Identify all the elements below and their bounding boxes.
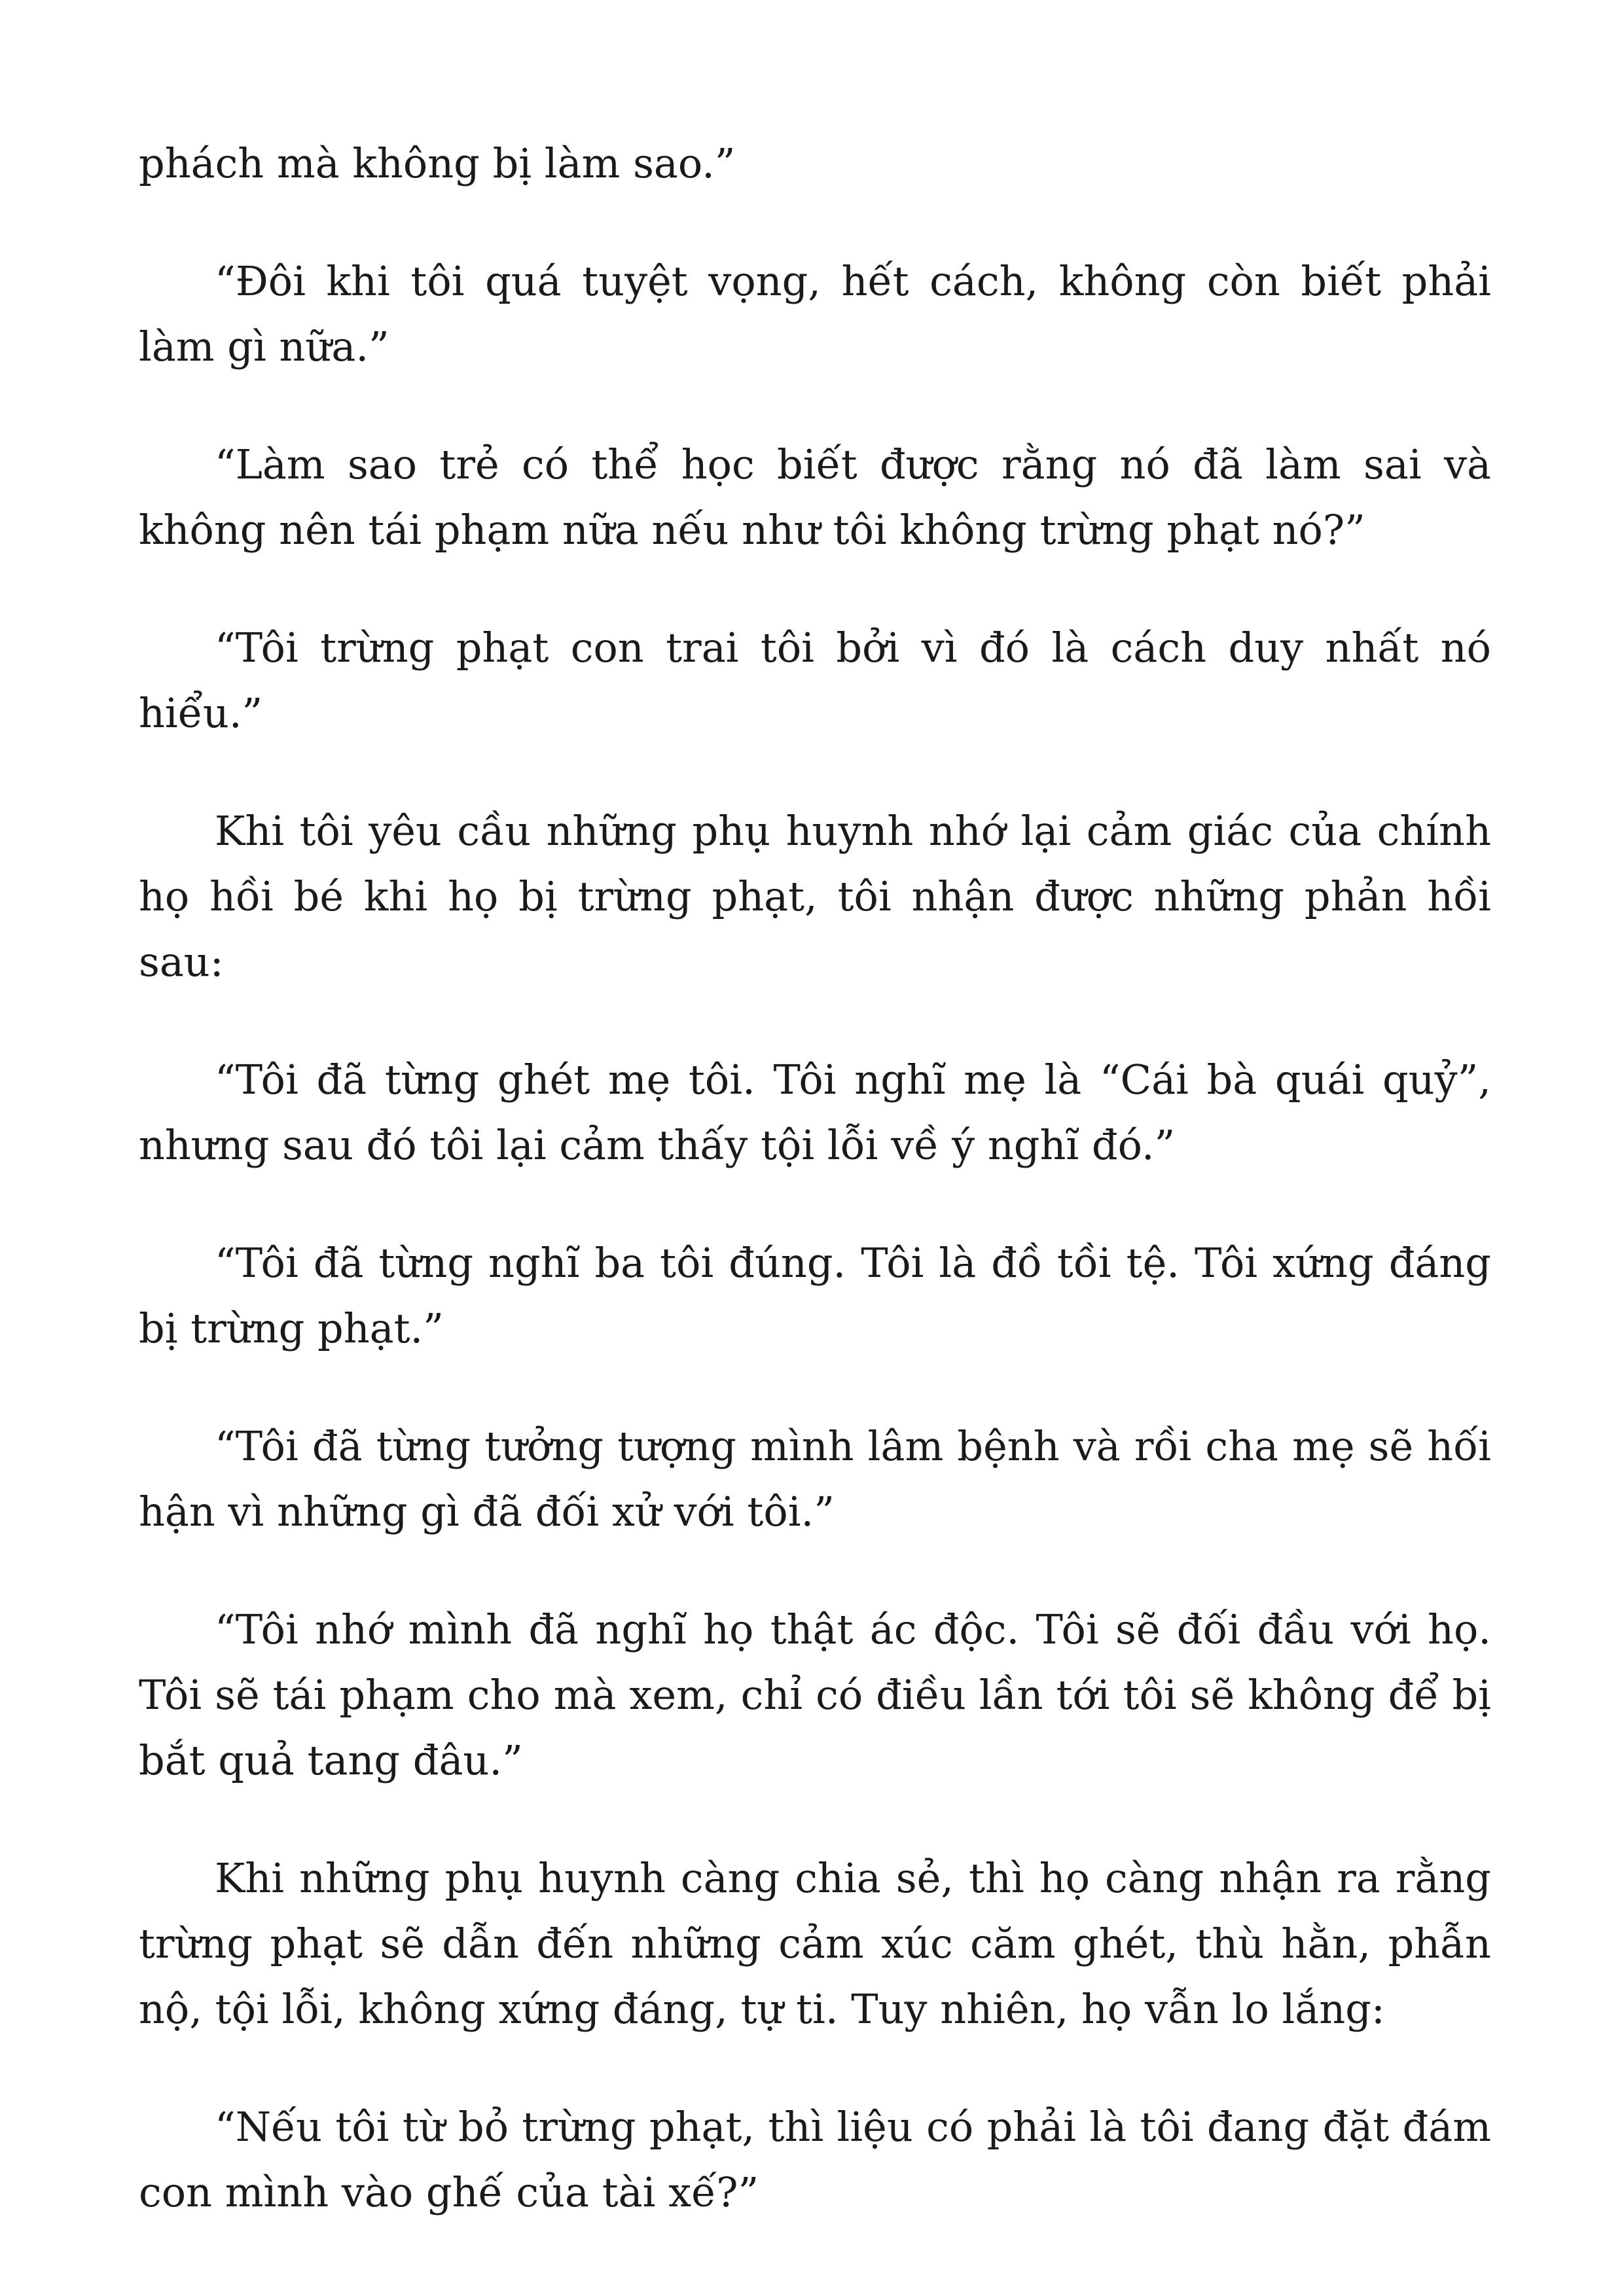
paragraph-quote: “Tôi đã từng nghĩ ba tôi đúng. Tôi là đồ tồi tệ. Tôi xứng đáng bị trừng phạt.” <box>139 1239 1491 1352</box>
paragraph-continuation: phách mà không bị làm sao.” <box>139 139 736 187</box>
paragraph-quote: “Đôi khi tôi quá tuyệt vọng, hết cách, không còn biết phải làm gì nữa.” <box>139 257 1491 370</box>
paragraph-quote: “Tôi đã từng ghét mẹ tôi. Tôi nghĩ mẹ là “Cái bà quái quỷ”, nhưng sau đó tôi lại cảm thấy tội lỗi về ý nghĩ đó.” <box>139 1056 1491 1169</box>
body-text <box>139 131 1491 2278</box>
paragraph-quote: “Làm sao trẻ có thể học biết được rằng nó đã làm sai và không nên tái phạm nữa nếu như tôi không trừng phạt nó?” <box>139 440 1491 554</box>
paragraph-quote: “Tôi nhớ mình đã nghĩ họ thật ác độc. Tôi sẽ đối đầu với họ. Tôi sẽ tái phạm cho mà xem, chỉ có điều lần tới tôi sẽ không để bị bắt quả tang đâu.” <box>139 1605 1491 1784</box>
paragraph-narrative: Khi những phụ huynh càng chia sẻ, thì họ càng nhận ra rằng trừng phạt sẽ dẫn đến những cảm xúc căm ghét, thù hằn, phẫn nộ, tội lỗi, không xứng đáng, tự ti. Tuy nhiên, họ vẫn lo lắng: <box>139 1854 1491 2033</box>
paragraph-quote: “Tôi đã từng tưởng tượng mình lâm bệnh và rồi cha mẹ sẽ hối hận vì những gì đã đối xử với tôi.” <box>139 1422 1491 1535</box>
paragraph-quote: “Tôi trừng phạt con trai tôi bởi vì đó là cách duy nhất nó hiểu.” <box>139 624 1491 737</box>
paragraph-quote: “Nếu tôi từ bỏ trừng phạt, thì liệu có phải là tôi đang đặt đám con mình vào ghế của tài xế?” <box>139 2103 1491 2216</box>
paragraph-narrative: Khi tôi yêu cầu những phụ huynh nhớ lại cảm giác của chính họ hồi bé khi họ bị trừng phạt, tôi nhận được những phản hồi sau: <box>139 807 1491 986</box>
